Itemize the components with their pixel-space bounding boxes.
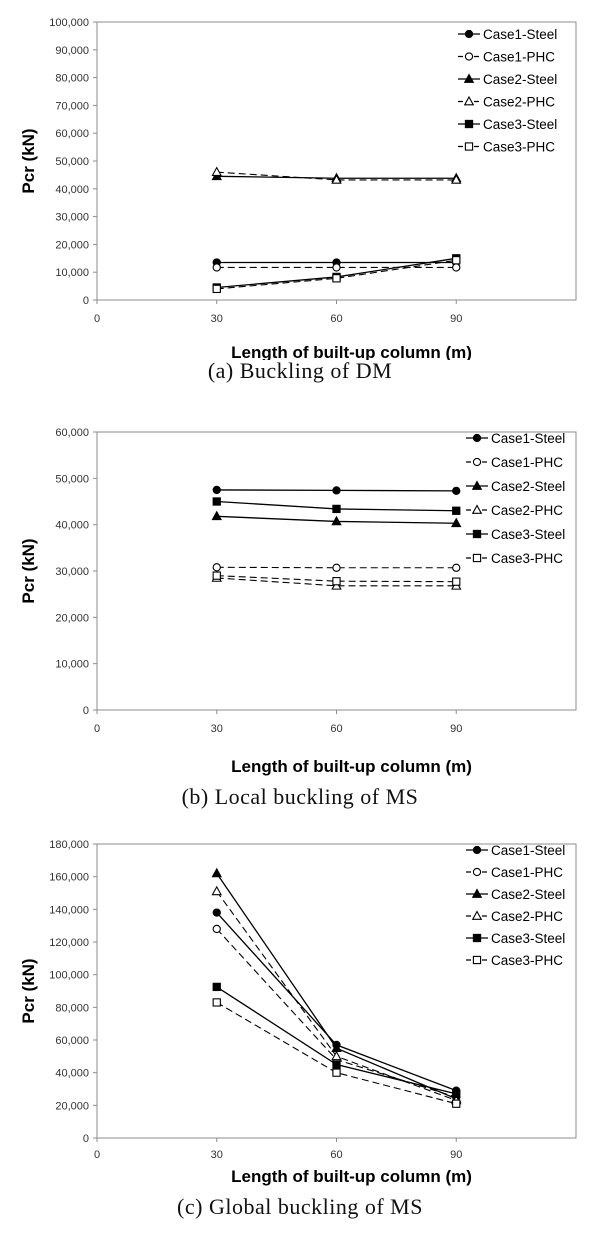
chart-a (0, 0, 600, 360)
legend-label: Case2-PHC (491, 909, 564, 924)
caption-b: (b) Local buckling of MS (181, 784, 419, 809)
data-point-case1-phc (213, 564, 220, 571)
legend-label: Case2-PHC (491, 503, 564, 518)
x-tick-label: 60 (330, 1149, 343, 1161)
y-tick-label: 40,000 (55, 183, 89, 196)
data-point-case3-steel (333, 505, 340, 512)
x-tick-label: 90 (450, 1149, 463, 1161)
y-tick-label: 0 (82, 705, 89, 717)
data-point-case1-steel (213, 486, 220, 493)
legend-label: Case1-PHC (491, 865, 564, 880)
legend-label: Case1-Steel (491, 843, 566, 858)
series-line-case3-steel (217, 987, 457, 1094)
legend-marker (465, 53, 472, 60)
legend-marker (473, 506, 482, 514)
chart-c (0, 822, 600, 1188)
data-point-case3-steel (333, 1061, 340, 1068)
legend-marker (473, 912, 482, 920)
x-tick-label: 0 (93, 1149, 101, 1161)
legend-marker (465, 30, 472, 37)
legend-marker (473, 458, 480, 465)
data-point-case1-phc (213, 925, 220, 932)
legend-label: Case1-PHC (483, 49, 556, 65)
legend-marker (473, 956, 480, 963)
legend-marker (465, 143, 472, 150)
y-tick-label: 60,000 (55, 128, 89, 141)
y-tick-label: 50,000 (55, 156, 89, 168)
y-tick-label: 160,000 (49, 871, 89, 884)
data-point-case1-phc (333, 564, 340, 571)
y-tick-label: 0 (82, 295, 89, 307)
data-point-case2-steel (212, 512, 221, 520)
data-point-case3-phc (213, 999, 220, 1006)
y-tick-label: 100,000 (49, 17, 89, 29)
x-tick-label: 90 (450, 723, 463, 735)
data-point-case3-steel (453, 1090, 460, 1097)
data-point-case3-steel (213, 983, 220, 990)
legend-label: Case2-PHC (483, 94, 556, 110)
data-point-case1-steel (213, 909, 220, 916)
y-tick-label: 40,000 (55, 519, 89, 532)
legend-label: Case1-Steel (491, 431, 566, 446)
chart-b (0, 410, 600, 782)
x-tick-label: 30 (210, 723, 223, 735)
data-point-case3-phc (213, 285, 220, 292)
y-axis-label: Pcr (kN) (19, 128, 38, 194)
data-point-case3-phc (333, 1069, 340, 1076)
caption-a: (a) Buckling of DM (207, 358, 393, 383)
data-point-case1-phc (213, 264, 220, 271)
legend-marker (465, 120, 472, 127)
y-tick-label: 80,000 (55, 72, 89, 85)
data-point-case3-phc (213, 572, 220, 579)
legend-label: Case3-PHC (483, 139, 556, 155)
data-point-case1-phc (333, 264, 340, 271)
x-tick-label: 90 (450, 313, 463, 325)
y-axis-label: Pcr (kN) (19, 538, 38, 604)
data-point-case3-phc (453, 1100, 460, 1107)
chart-panel-b (0, 410, 600, 822)
legend-label: Case3-PHC (491, 551, 564, 566)
y-tick-label: 10,000 (55, 658, 89, 671)
y-tick-label: 80,000 (55, 1002, 89, 1015)
legend-marker (473, 554, 480, 561)
y-axis-label: Pcr (kN) (19, 958, 38, 1024)
data-point-case1-phc (453, 564, 460, 571)
data-point-case2-phc (212, 168, 221, 176)
x-axis-label: Length of built-up column (m) (231, 1167, 472, 1186)
data-point-case3-phc (333, 578, 340, 585)
legend-label: Case2-Steel (483, 72, 558, 87)
legend-marker (473, 434, 480, 441)
y-tick-label: 100,000 (49, 969, 89, 982)
y-tick-label: 60,000 (55, 427, 89, 439)
legend-label: Case3-Steel (491, 931, 566, 946)
legend-label: Case3-Steel (483, 117, 558, 132)
data-point-case1-steel (453, 487, 460, 494)
y-tick-label: 10,000 (55, 267, 89, 280)
x-axis-label: Length of built-up column (m) (231, 343, 472, 360)
legend-marker (473, 530, 480, 537)
y-tick-label: 0 (82, 1133, 89, 1145)
data-point-case3-phc (453, 578, 460, 585)
x-tick-label: 0 (93, 723, 101, 735)
y-tick-label: 30,000 (55, 566, 89, 578)
y-tick-label: 60,000 (55, 1035, 89, 1047)
data-point-case1-steel (333, 487, 340, 494)
legend-label: Case3-Steel (491, 527, 566, 542)
y-tick-label: 50,000 (55, 473, 89, 486)
x-tick-label: 60 (330, 313, 343, 325)
data-point-case3-steel (453, 507, 460, 514)
legend-marker (465, 97, 474, 105)
data-point-case2-steel (212, 869, 221, 877)
x-tick-label: 60 (330, 723, 343, 735)
x-tick-label: 30 (210, 1149, 223, 1161)
legend-label: Case2-Steel (491, 479, 566, 494)
legend-marker (473, 846, 480, 853)
legend-marker (473, 934, 480, 941)
y-tick-label: 40,000 (55, 1067, 89, 1080)
chart-panel-a (0, 0, 600, 410)
y-tick-label: 140,000 (49, 904, 89, 917)
x-axis-label: Length of built-up column (m) (231, 757, 472, 776)
data-point-case1-phc (453, 264, 460, 271)
y-tick-label: 120,000 (49, 937, 89, 949)
y-tick-label: 70,000 (55, 100, 89, 113)
x-tick-label: 30 (210, 313, 223, 325)
legend-marker (473, 482, 482, 490)
legend-label: Case1-PHC (491, 455, 564, 470)
data-point-case2-phc (212, 887, 221, 895)
y-tick-label: 20,000 (55, 1100, 89, 1113)
legend-label: Case2-Steel (491, 887, 566, 902)
y-tick-label: 20,000 (55, 239, 89, 252)
data-point-case3-phc (333, 275, 340, 282)
x-tick-label: 0 (93, 313, 101, 325)
chart-panel-c (0, 822, 600, 1237)
y-tick-label: 20,000 (55, 612, 89, 625)
legend-label: Case1-Steel (483, 27, 558, 42)
caption-c: (c) Global buckling of MS (177, 1194, 423, 1219)
y-tick-label: 30,000 (55, 211, 89, 224)
legend-marker (473, 868, 480, 875)
y-tick-label: 180,000 (49, 839, 89, 851)
legend-label: Case3-PHC (491, 953, 564, 968)
data-point-case3-phc (453, 257, 460, 264)
data-point-case3-steel (213, 498, 220, 505)
y-tick-label: 90,000 (55, 44, 89, 57)
